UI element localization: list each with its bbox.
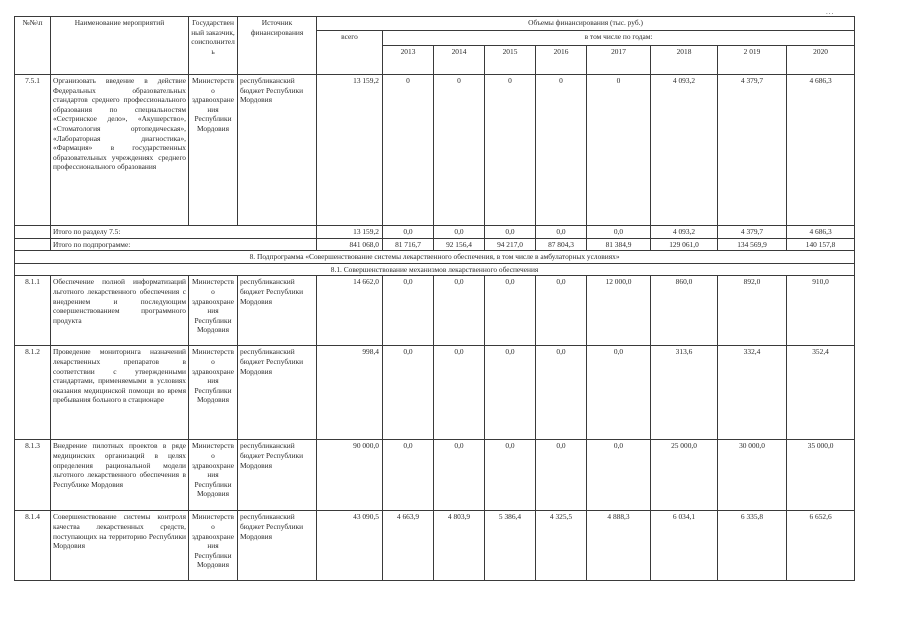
page-corner-mark: ... — [826, 8, 835, 16]
row-value: 352,4 — [787, 346, 855, 440]
row-num: 8.1.3 — [15, 440, 51, 511]
row-num: 8.1.4 — [15, 511, 51, 581]
header-year: 2018 — [651, 46, 718, 75]
header-volumes: Объемы финансирования (тыс. руб.) — [317, 17, 855, 31]
program-total-value: 81 384,9 — [587, 238, 651, 251]
financing-table — [14, 16, 855, 581]
row-value: 5 386,4 — [485, 511, 536, 581]
program-total-value: 92 156,4 — [434, 238, 485, 251]
row-value: 0,0 — [434, 346, 485, 440]
program-total-value: 129 061,0 — [651, 238, 718, 251]
subtotal-total: 13 159,2 — [317, 226, 383, 239]
row-value: 332,4 — [718, 346, 787, 440]
section-8-1-title-row — [15, 263, 855, 276]
subtotal-value: 4 379,7 — [718, 226, 787, 239]
row-value: 0,0 — [536, 346, 587, 440]
table-row-7-5-1 — [15, 75, 855, 226]
row-num: 8.1.1 — [15, 276, 51, 346]
row-value: 0,0 — [587, 440, 651, 511]
header-by-years: в том числе по годам: — [383, 31, 855, 46]
subtotal-value: 0,0 — [383, 226, 434, 239]
header-year: 2020 — [787, 46, 855, 75]
table-row-8-1-1 — [15, 276, 855, 346]
row-total: 998,4 — [317, 346, 383, 440]
table-row-8-1-2 — [15, 346, 855, 440]
header-year: 2017 — [587, 46, 651, 75]
row-value: 4 803,9 — [434, 511, 485, 581]
row-value: 4 093,2 — [651, 75, 718, 226]
program-total-value: 81 716,7 — [383, 238, 434, 251]
row-value: 0,0 — [536, 440, 587, 511]
row-source: республиканский бюджет Республики Мордовия — [238, 75, 317, 226]
row-name: Внедрение пилотных проектов в ряде медицинских организаций в целях определения рациональной модели льготного лекарственного обеспечения в Республике Мордовия — [51, 440, 189, 511]
program-total-value: 94 217,0 — [485, 238, 536, 251]
row-name: Совершенствование системы контроля качества лекарственных средств, поступающих на территорию Республики Мордовия — [51, 511, 189, 581]
program-total-value: 140 157,8 — [787, 238, 855, 251]
row-num: 7.5.1 — [15, 75, 51, 226]
row-value: 0,0 — [485, 346, 536, 440]
program-total-value: 87 804,3 — [536, 238, 587, 251]
row-value: 910,0 — [787, 276, 855, 346]
row-customer: Министерство здравоохранения Республики Мордовия — [189, 276, 238, 346]
table-row-8-1-3 — [15, 440, 855, 511]
row-source: республиканский бюджет Республики Мордовия — [238, 511, 317, 581]
section-8-title-row — [15, 251, 855, 264]
row-total: 90 000,0 — [317, 440, 383, 511]
row-customer: Министерство здравоохранения Республики Мордовия — [189, 346, 238, 440]
row-value: 892,0 — [718, 276, 787, 346]
row-value: 4 888,3 — [587, 511, 651, 581]
row-value: 4 379,7 — [718, 75, 787, 226]
row-source: республиканский бюджет Республики Мордовия — [238, 440, 317, 511]
subtotal-value: 0,0 — [587, 226, 651, 239]
row-value: 0,0 — [383, 346, 434, 440]
subtotal-value: 0,0 — [434, 226, 485, 239]
table-row-8-1-4 — [15, 511, 855, 581]
row-customer: Министерство здравоохранения Республики Мордовия — [189, 511, 238, 581]
header-year: 2016 — [536, 46, 587, 75]
row-customer: Министерство здравоохранения Республики Мордовия — [189, 440, 238, 511]
header-year: 2013 — [383, 46, 434, 75]
row-source: республиканский бюджет Республики Мордовия — [238, 276, 317, 346]
program-total-label: Итого по подпрограмме: — [51, 238, 317, 251]
section-subtitle: 8.1. Совершенствование механизмов лекарственного обеспечения — [15, 263, 855, 276]
program-total-row — [15, 238, 855, 251]
row-value: 0,0 — [383, 276, 434, 346]
row-customer: Министерство здравоохранения Республики Мордовия — [189, 75, 238, 226]
header-row-1 — [15, 17, 855, 31]
program-total-value: 134 569,9 — [718, 238, 787, 251]
row-value: 313,6 — [651, 346, 718, 440]
row-name: Проведение мониторинга назначений лекарственных препаратов в соответствии с утвержденными стандартами, применяемыми в условиях оказания медицинской помощи во время пребывания больного в стационаре — [51, 346, 189, 440]
row-total: 14 662,0 — [317, 276, 383, 346]
row-value: 0 — [485, 75, 536, 226]
row-value: 35 000,0 — [787, 440, 855, 511]
subtotal-7-5-row — [15, 226, 855, 239]
row-value: 12 000,0 — [587, 276, 651, 346]
row-value: 6 335,8 — [718, 511, 787, 581]
header-num: №№\п — [15, 17, 51, 75]
row-name: Организовать введение в действие Федеральных образовательных стандартов среднего профессионального образования по специальностям «Сестринское дело», «Акушерство», «Стоматология ортопедическая», «Лабораторная диагностика», «Фармация» в государственных образовательных учреждениях среднего профессионального образования — [51, 75, 189, 226]
section-title: 8. Подпрограмма «Совершенствование системы лекарственного обеспечения, в том числе в амбулаторных условиях» — [15, 251, 855, 264]
row-value: 25 000,0 — [651, 440, 718, 511]
header-year: 2015 — [485, 46, 536, 75]
header-customer: Государственный заказчик, соисполнитель — [189, 17, 238, 75]
subtotal-value: 0,0 — [536, 226, 587, 239]
row-value: 30 000,0 — [718, 440, 787, 511]
row-value: 0 — [434, 75, 485, 226]
row-source: республиканский бюджет Республики Мордовия — [238, 346, 317, 440]
subtotal-value: 4 686,3 — [787, 226, 855, 239]
subtotal-value: 0,0 — [485, 226, 536, 239]
row-value: 4 686,3 — [787, 75, 855, 226]
row-value: 0,0 — [434, 276, 485, 346]
row-value: 0,0 — [587, 346, 651, 440]
row-total: 13 159,2 — [317, 75, 383, 226]
row-value: 4 325,5 — [536, 511, 587, 581]
row-value: 0,0 — [434, 440, 485, 511]
row-value: 6 652,6 — [787, 511, 855, 581]
header-source: Источник финансирования — [238, 17, 317, 75]
program-total-total: 841 068,0 — [317, 238, 383, 251]
row-value: 4 663,9 — [383, 511, 434, 581]
row-value: 0,0 — [485, 276, 536, 346]
row-value: 0,0 — [536, 276, 587, 346]
row-value: 0 — [383, 75, 434, 226]
row-value: 860,0 — [651, 276, 718, 346]
header-total: всего — [317, 31, 383, 75]
row-value: 0 — [587, 75, 651, 226]
row-value: 0,0 — [485, 440, 536, 511]
subtotal-label: Итого по разделу 7.5: — [51, 226, 317, 239]
row-total: 43 090,5 — [317, 511, 383, 581]
row-name: Обеспечение полной информатизаций льготного лекарственного обеспечения с внедрением и последующим совершенствованием программного продукта — [51, 276, 189, 346]
header-year: 2014 — [434, 46, 485, 75]
row-value: 0 — [536, 75, 587, 226]
subtotal-value: 4 093,2 — [651, 226, 718, 239]
row-num: 8.1.2 — [15, 346, 51, 440]
row-value: 0,0 — [383, 440, 434, 511]
header-name: Наименование мероприятий — [51, 17, 189, 75]
row-value: 6 034,1 — [651, 511, 718, 581]
header-year: 2 019 — [718, 46, 787, 75]
